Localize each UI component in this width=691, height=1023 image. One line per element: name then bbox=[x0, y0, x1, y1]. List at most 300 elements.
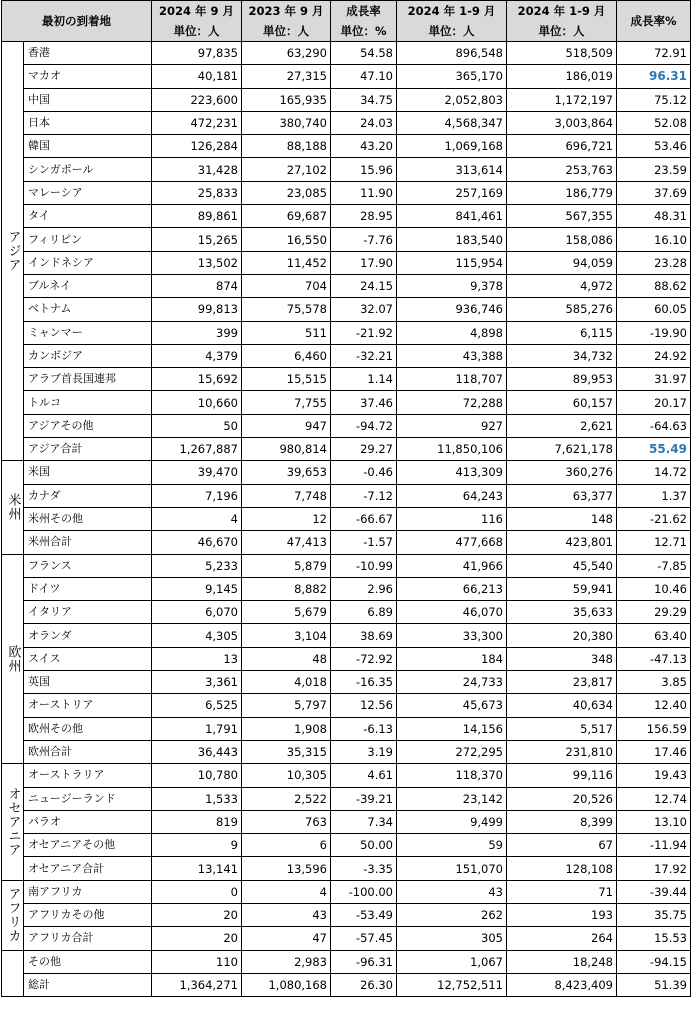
growth-ytd-cell: 72.91 bbox=[617, 42, 691, 65]
sep-2024-cell: 1,533 bbox=[152, 787, 242, 810]
ytd-2024-cell: 4,898 bbox=[397, 321, 507, 344]
growth-ytd-cell: 55.49 bbox=[617, 438, 691, 461]
destination-name: 総計 bbox=[24, 973, 152, 996]
ytd-2024-second-cell: 193 bbox=[507, 903, 617, 926]
destination-name: カナダ bbox=[24, 484, 152, 507]
sep-2024-cell: 20 bbox=[152, 903, 242, 926]
growth-month-cell: 50.00 bbox=[331, 834, 397, 857]
sep-2023-cell: 75,578 bbox=[242, 298, 331, 321]
region-label: 欧州 bbox=[2, 554, 24, 764]
ytd-2024-second-cell: 67 bbox=[507, 834, 617, 857]
ytd-2024-cell: 64,243 bbox=[397, 484, 507, 507]
growth-ytd-cell: -47.13 bbox=[617, 647, 691, 670]
growth-month-cell: 43.20 bbox=[331, 135, 397, 158]
ytd-2024-cell: 59 bbox=[397, 834, 507, 857]
ytd-2024-cell: 14,156 bbox=[397, 717, 507, 740]
growth-ytd-cell: 156.59 bbox=[617, 717, 691, 740]
table-row bbox=[2, 671, 691, 694]
sep-2024-cell: 110 bbox=[152, 950, 242, 973]
sep-2024-cell: 13,502 bbox=[152, 251, 242, 274]
growth-ytd-cell: -64.63 bbox=[617, 414, 691, 437]
growth-month-cell: -3.35 bbox=[331, 857, 397, 880]
sep-2023-cell: 23,085 bbox=[242, 181, 331, 204]
ytd-2024-second-cell: 696,721 bbox=[507, 135, 617, 158]
growth-month-cell: 17.90 bbox=[331, 251, 397, 274]
sep-2024-cell: 223,600 bbox=[152, 88, 242, 111]
destination-name: フランス bbox=[24, 554, 152, 577]
growth-ytd-cell: 96.31 bbox=[617, 65, 691, 88]
destination-name: アフリカその他 bbox=[24, 903, 152, 926]
growth-ytd-cell: 24.92 bbox=[617, 344, 691, 367]
sep-2023-cell: 3,104 bbox=[242, 624, 331, 647]
sep-2023-cell: 88,188 bbox=[242, 135, 331, 158]
ytd-2024-cell: 183,540 bbox=[397, 228, 507, 251]
growth-ytd-cell: 15.53 bbox=[617, 927, 691, 950]
destination-name: 香港 bbox=[24, 42, 152, 65]
sep-2024-cell: 15,692 bbox=[152, 368, 242, 391]
destination-name: 米州合計 bbox=[24, 531, 152, 554]
ytd-2024-second-cell: 8,423,409 bbox=[507, 973, 617, 996]
growth-month-cell: 6.89 bbox=[331, 601, 397, 624]
growth-month-cell: -0.46 bbox=[331, 461, 397, 484]
destination-name: オセアニアその他 bbox=[24, 834, 152, 857]
growth-month-cell: 32.07 bbox=[331, 298, 397, 321]
growth-ytd-cell: 75.12 bbox=[617, 88, 691, 111]
sep-2023-cell: 1,908 bbox=[242, 717, 331, 740]
growth-ytd-cell: 23.59 bbox=[617, 158, 691, 181]
ytd-2024-cell: 9,499 bbox=[397, 810, 507, 833]
table-row bbox=[2, 717, 691, 740]
table-row bbox=[2, 42, 691, 65]
growth-month-cell: 38.69 bbox=[331, 624, 397, 647]
growth-month-cell: 7.34 bbox=[331, 810, 397, 833]
sep-2023-cell: 4,018 bbox=[242, 671, 331, 694]
ytd-2024-second-cell: 348 bbox=[507, 647, 617, 670]
growth-month-cell: -6.13 bbox=[331, 717, 397, 740]
ytd-2024-second-cell: 4,972 bbox=[507, 274, 617, 297]
ytd-2024-cell: 1,067 bbox=[397, 950, 507, 973]
destination-name: シンガポール bbox=[24, 158, 152, 181]
ytd-2024-cell: 927 bbox=[397, 414, 507, 437]
table-row bbox=[2, 624, 691, 647]
ytd-2024-cell: 9,378 bbox=[397, 274, 507, 297]
sep-2024-cell: 874 bbox=[152, 274, 242, 297]
ytd-2024-second-cell: 34,732 bbox=[507, 344, 617, 367]
growth-ytd-cell: -94.15 bbox=[617, 950, 691, 973]
header-2024-jan-sep-second: 2024 年 1-9 月 bbox=[507, 1, 617, 22]
ytd-2024-cell: 118,370 bbox=[397, 764, 507, 787]
ytd-2024-cell: 118,707 bbox=[397, 368, 507, 391]
destination-name: パラオ bbox=[24, 810, 152, 833]
growth-ytd-cell: 88.62 bbox=[617, 274, 691, 297]
growth-ytd-cell: 63.40 bbox=[617, 624, 691, 647]
table-row bbox=[2, 461, 691, 484]
sep-2024-cell: 9 bbox=[152, 834, 242, 857]
growth-month-cell: 3.19 bbox=[331, 740, 397, 763]
sep-2024-cell: 10,780 bbox=[152, 764, 242, 787]
destination-name: 米国 bbox=[24, 461, 152, 484]
table-row bbox=[2, 601, 691, 624]
growth-month-cell: 4.61 bbox=[331, 764, 397, 787]
growth-month-cell: 15.96 bbox=[331, 158, 397, 181]
sep-2024-cell: 31,428 bbox=[152, 158, 242, 181]
sep-2024-cell: 7,196 bbox=[152, 484, 242, 507]
ytd-2024-second-cell: 20,380 bbox=[507, 624, 617, 647]
ytd-2024-second-cell: 99,116 bbox=[507, 764, 617, 787]
growth-month-cell: -39.21 bbox=[331, 787, 397, 810]
region-label: 米州 bbox=[2, 461, 24, 554]
sep-2024-cell: 46,670 bbox=[152, 531, 242, 554]
table-row bbox=[2, 181, 691, 204]
ytd-2024-second-cell: 518,509 bbox=[507, 42, 617, 65]
growth-month-cell: 12.56 bbox=[331, 694, 397, 717]
ytd-2024-cell: 313,614 bbox=[397, 158, 507, 181]
destination-name: オーストリア bbox=[24, 694, 152, 717]
ytd-2024-cell: 272,295 bbox=[397, 740, 507, 763]
sep-2023-cell: 5,679 bbox=[242, 601, 331, 624]
table-row bbox=[2, 158, 691, 181]
sep-2023-cell: 13,596 bbox=[242, 857, 331, 880]
ytd-2024-cell: 43,388 bbox=[397, 344, 507, 367]
header-unit-2: 単位：人 bbox=[242, 21, 331, 42]
growth-ytd-cell: -21.62 bbox=[617, 507, 691, 530]
sep-2023-cell: 47 bbox=[242, 927, 331, 950]
table-row bbox=[2, 577, 691, 600]
ytd-2024-second-cell: 8,399 bbox=[507, 810, 617, 833]
ytd-2024-cell: 24,733 bbox=[397, 671, 507, 694]
ytd-2024-cell: 43 bbox=[397, 880, 507, 903]
ytd-2024-second-cell: 423,801 bbox=[507, 531, 617, 554]
ytd-2024-second-cell: 1,172,197 bbox=[507, 88, 617, 111]
ytd-2024-cell: 12,752,511 bbox=[397, 973, 507, 996]
ytd-2024-second-cell: 5,517 bbox=[507, 717, 617, 740]
sep-2023-cell: 980,814 bbox=[242, 438, 331, 461]
destination-name: 韓国 bbox=[24, 135, 152, 158]
growth-ytd-cell: 31.97 bbox=[617, 368, 691, 391]
ytd-2024-cell: 2,052,803 bbox=[397, 88, 507, 111]
growth-month-cell: 24.15 bbox=[331, 274, 397, 297]
sep-2023-cell: 2,522 bbox=[242, 787, 331, 810]
header-2024-jan-sep: 2024 年 1-9 月 bbox=[397, 1, 507, 22]
growth-month-cell: -94.72 bbox=[331, 414, 397, 437]
growth-month-cell: -7.76 bbox=[331, 228, 397, 251]
sep-2023-cell: 39,653 bbox=[242, 461, 331, 484]
table-row bbox=[2, 111, 691, 134]
sep-2023-cell: 35,315 bbox=[242, 740, 331, 763]
ytd-2024-cell: 365,170 bbox=[397, 65, 507, 88]
table-row bbox=[2, 647, 691, 670]
growth-ytd-cell: 29.29 bbox=[617, 601, 691, 624]
destination-name: ドイツ bbox=[24, 577, 152, 600]
ytd-2024-cell: 11,850,106 bbox=[397, 438, 507, 461]
sep-2024-cell: 89,861 bbox=[152, 205, 242, 228]
sep-2024-cell: 9,145 bbox=[152, 577, 242, 600]
ytd-2024-cell: 262 bbox=[397, 903, 507, 926]
table-row bbox=[2, 531, 691, 554]
ytd-2024-second-cell: 45,540 bbox=[507, 554, 617, 577]
ytd-2024-cell: 151,070 bbox=[397, 857, 507, 880]
table-row bbox=[2, 135, 691, 158]
ytd-2024-cell: 896,548 bbox=[397, 42, 507, 65]
table-row bbox=[2, 88, 691, 111]
table-row bbox=[2, 950, 691, 973]
destination-name: オランダ bbox=[24, 624, 152, 647]
sep-2024-cell: 13 bbox=[152, 647, 242, 670]
table-row bbox=[2, 787, 691, 810]
ytd-2024-cell: 413,309 bbox=[397, 461, 507, 484]
growth-month-cell: 47.10 bbox=[331, 65, 397, 88]
table-row bbox=[2, 764, 691, 787]
growth-month-cell: -21.92 bbox=[331, 321, 397, 344]
table-row bbox=[2, 834, 691, 857]
sep-2023-cell: 5,797 bbox=[242, 694, 331, 717]
sep-2023-cell: 6,460 bbox=[242, 344, 331, 367]
growth-month-cell: 24.03 bbox=[331, 111, 397, 134]
destination-name: アフリカ合計 bbox=[24, 927, 152, 950]
destination-name: インドネシア bbox=[24, 251, 152, 274]
sep-2024-cell: 97,835 bbox=[152, 42, 242, 65]
growth-ytd-cell: 35.75 bbox=[617, 903, 691, 926]
ytd-2024-cell: 66,213 bbox=[397, 577, 507, 600]
header-unit-5: 単位：人 bbox=[507, 21, 617, 42]
ytd-2024-second-cell: 231,810 bbox=[507, 740, 617, 763]
ytd-2024-second-cell: 360,276 bbox=[507, 461, 617, 484]
header-growth-ytd: 成長率% bbox=[617, 1, 691, 42]
table-row bbox=[2, 65, 691, 88]
growth-ytd-cell: 13.10 bbox=[617, 810, 691, 833]
ytd-2024-second-cell: 148 bbox=[507, 507, 617, 530]
sep-2024-cell: 50 bbox=[152, 414, 242, 437]
ytd-2024-second-cell: 6,115 bbox=[507, 321, 617, 344]
sep-2023-cell: 15,515 bbox=[242, 368, 331, 391]
ytd-2024-second-cell: 158,086 bbox=[507, 228, 617, 251]
table-row bbox=[2, 810, 691, 833]
ytd-2024-cell: 116 bbox=[397, 507, 507, 530]
ytd-2024-second-cell: 128,108 bbox=[507, 857, 617, 880]
ytd-2024-second-cell: 35,633 bbox=[507, 601, 617, 624]
table-row bbox=[2, 344, 691, 367]
ytd-2024-second-cell: 264 bbox=[507, 927, 617, 950]
destination-name: 日本 bbox=[24, 111, 152, 134]
growth-month-cell: -53.49 bbox=[331, 903, 397, 926]
sep-2024-cell: 4,305 bbox=[152, 624, 242, 647]
sep-2024-cell: 472,231 bbox=[152, 111, 242, 134]
ytd-2024-second-cell: 60,157 bbox=[507, 391, 617, 414]
growth-ytd-cell: 14.72 bbox=[617, 461, 691, 484]
header-2024-sep: 2024 年 9 月 bbox=[152, 1, 242, 22]
growth-ytd-cell: 48.31 bbox=[617, 205, 691, 228]
table-row bbox=[2, 903, 691, 926]
growth-ytd-cell: 17.46 bbox=[617, 740, 691, 763]
sep-2023-cell: 763 bbox=[242, 810, 331, 833]
destination-name: フィリピン bbox=[24, 228, 152, 251]
table-row bbox=[2, 205, 691, 228]
ytd-2024-second-cell: 186,019 bbox=[507, 65, 617, 88]
ytd-2024-second-cell: 7,621,178 bbox=[507, 438, 617, 461]
growth-ytd-cell: -19.90 bbox=[617, 321, 691, 344]
table-row bbox=[2, 973, 691, 996]
sep-2024-cell: 126,284 bbox=[152, 135, 242, 158]
sep-2023-cell: 7,755 bbox=[242, 391, 331, 414]
ytd-2024-second-cell: 186,779 bbox=[507, 181, 617, 204]
growth-ytd-cell: 12.71 bbox=[617, 531, 691, 554]
table-row bbox=[2, 321, 691, 344]
sep-2023-cell: 4 bbox=[242, 880, 331, 903]
destination-name: 英国 bbox=[24, 671, 152, 694]
sep-2023-cell: 43 bbox=[242, 903, 331, 926]
ytd-2024-cell: 477,668 bbox=[397, 531, 507, 554]
growth-ytd-cell: 12.40 bbox=[617, 694, 691, 717]
region-label: アフリカ bbox=[2, 880, 24, 950]
sep-2024-cell: 6,525 bbox=[152, 694, 242, 717]
destination-name: アラブ首長国連邦 bbox=[24, 368, 152, 391]
header-unit-1: 単位：人 bbox=[152, 21, 242, 42]
sep-2023-cell: 511 bbox=[242, 321, 331, 344]
table-row bbox=[2, 274, 691, 297]
growth-ytd-cell: 60.05 bbox=[617, 298, 691, 321]
table-row bbox=[2, 438, 691, 461]
header-unit-3: 単位：% bbox=[331, 21, 397, 42]
ytd-2024-cell: 1,069,168 bbox=[397, 135, 507, 158]
destination-name: オセアニア合計 bbox=[24, 857, 152, 880]
destination-name: 欧州合計 bbox=[24, 740, 152, 763]
growth-month-cell: 54.58 bbox=[331, 42, 397, 65]
growth-month-cell: -100.00 bbox=[331, 880, 397, 903]
ytd-2024-cell: 4,568,347 bbox=[397, 111, 507, 134]
ytd-2024-cell: 23,142 bbox=[397, 787, 507, 810]
sep-2023-cell: 8,882 bbox=[242, 577, 331, 600]
growth-ytd-cell: 19.43 bbox=[617, 764, 691, 787]
growth-ytd-cell: -39.44 bbox=[617, 880, 691, 903]
ytd-2024-second-cell: 94,059 bbox=[507, 251, 617, 274]
sep-2024-cell: 20 bbox=[152, 927, 242, 950]
sep-2023-cell: 1,080,168 bbox=[242, 973, 331, 996]
destination-name: その他 bbox=[24, 950, 152, 973]
table-row bbox=[2, 484, 691, 507]
ytd-2024-cell: 936,746 bbox=[397, 298, 507, 321]
sep-2024-cell: 15,265 bbox=[152, 228, 242, 251]
ytd-2024-second-cell: 63,377 bbox=[507, 484, 617, 507]
growth-ytd-cell: 52.08 bbox=[617, 111, 691, 134]
destination-name: スイス bbox=[24, 647, 152, 670]
growth-month-cell: -16.35 bbox=[331, 671, 397, 694]
growth-month-cell: 29.27 bbox=[331, 438, 397, 461]
sep-2023-cell: 5,879 bbox=[242, 554, 331, 577]
ytd-2024-cell: 184 bbox=[397, 647, 507, 670]
growth-ytd-cell: 37.69 bbox=[617, 181, 691, 204]
table-header bbox=[2, 1, 691, 42]
ytd-2024-cell: 45,673 bbox=[397, 694, 507, 717]
table-row bbox=[2, 391, 691, 414]
sep-2024-cell: 10,660 bbox=[152, 391, 242, 414]
sep-2023-cell: 12 bbox=[242, 507, 331, 530]
growth-month-cell: -1.57 bbox=[331, 531, 397, 554]
sep-2024-cell: 819 bbox=[152, 810, 242, 833]
destination-name: カンボジア bbox=[24, 344, 152, 367]
table-row bbox=[2, 880, 691, 903]
table-row bbox=[2, 298, 691, 321]
growth-month-cell: -10.99 bbox=[331, 554, 397, 577]
table-row bbox=[2, 857, 691, 880]
ytd-2024-cell: 841,461 bbox=[397, 205, 507, 228]
header-destination: 最初の到着地 bbox=[2, 1, 152, 42]
growth-ytd-cell: 10.46 bbox=[617, 577, 691, 600]
growth-month-cell: 37.46 bbox=[331, 391, 397, 414]
destination-name: タイ bbox=[24, 205, 152, 228]
table-row bbox=[2, 368, 691, 391]
ytd-2024-second-cell: 253,763 bbox=[507, 158, 617, 181]
destination-name: トルコ bbox=[24, 391, 152, 414]
sep-2023-cell: 48 bbox=[242, 647, 331, 670]
growth-ytd-cell: -7.85 bbox=[617, 554, 691, 577]
sep-2023-cell: 27,315 bbox=[242, 65, 331, 88]
destination-name: アジアその他 bbox=[24, 414, 152, 437]
ytd-2024-second-cell: 585,276 bbox=[507, 298, 617, 321]
region-label bbox=[2, 950, 24, 997]
sep-2024-cell: 1,267,887 bbox=[152, 438, 242, 461]
ytd-2024-cell: 33,300 bbox=[397, 624, 507, 647]
header-growth-month: 成長率 bbox=[331, 1, 397, 22]
growth-month-cell: 34.75 bbox=[331, 88, 397, 111]
growth-month-cell: 11.90 bbox=[331, 181, 397, 204]
ytd-2024-second-cell: 18,248 bbox=[507, 950, 617, 973]
ytd-2024-second-cell: 59,941 bbox=[507, 577, 617, 600]
growth-ytd-cell: 16.10 bbox=[617, 228, 691, 251]
sep-2023-cell: 7,748 bbox=[242, 484, 331, 507]
destination-name: マカオ bbox=[24, 65, 152, 88]
destination-name: ベトナム bbox=[24, 298, 152, 321]
sep-2024-cell: 4 bbox=[152, 507, 242, 530]
sep-2024-cell: 99,813 bbox=[152, 298, 242, 321]
destination-name: 欧州その他 bbox=[24, 717, 152, 740]
sep-2024-cell: 5,233 bbox=[152, 554, 242, 577]
sep-2023-cell: 69,687 bbox=[242, 205, 331, 228]
growth-month-cell: 28.95 bbox=[331, 205, 397, 228]
ytd-2024-cell: 257,169 bbox=[397, 181, 507, 204]
destination-name: アジア合計 bbox=[24, 438, 152, 461]
destination-name: ブルネイ bbox=[24, 274, 152, 297]
arrivals-table bbox=[1, 0, 691, 997]
destination-name: マレーシア bbox=[24, 181, 152, 204]
ytd-2024-cell: 72,288 bbox=[397, 391, 507, 414]
ytd-2024-second-cell: 23,817 bbox=[507, 671, 617, 694]
ytd-2024-second-cell: 40,634 bbox=[507, 694, 617, 717]
destination-name: オーストラリア bbox=[24, 764, 152, 787]
sep-2023-cell: 47,413 bbox=[242, 531, 331, 554]
destination-name: 米州その他 bbox=[24, 507, 152, 530]
growth-ytd-cell: 17.92 bbox=[617, 857, 691, 880]
table-body bbox=[2, 42, 691, 997]
sep-2024-cell: 25,833 bbox=[152, 181, 242, 204]
sep-2024-cell: 39,470 bbox=[152, 461, 242, 484]
table-row bbox=[2, 694, 691, 717]
growth-ytd-cell: 1.37 bbox=[617, 484, 691, 507]
growth-month-cell: -66.67 bbox=[331, 507, 397, 530]
table-row bbox=[2, 927, 691, 950]
sep-2024-cell: 399 bbox=[152, 321, 242, 344]
region-label: オセアニア bbox=[2, 764, 24, 880]
sep-2024-cell: 13,141 bbox=[152, 857, 242, 880]
destination-name: イタリア bbox=[24, 601, 152, 624]
sep-2023-cell: 10,305 bbox=[242, 764, 331, 787]
sep-2023-cell: 63,290 bbox=[242, 42, 331, 65]
growth-ytd-cell: 20.17 bbox=[617, 391, 691, 414]
sep-2024-cell: 4,379 bbox=[152, 344, 242, 367]
ytd-2024-second-cell: 567,355 bbox=[507, 205, 617, 228]
sep-2024-cell: 40,181 bbox=[152, 65, 242, 88]
sep-2024-cell: 3,361 bbox=[152, 671, 242, 694]
growth-ytd-cell: 12.74 bbox=[617, 787, 691, 810]
